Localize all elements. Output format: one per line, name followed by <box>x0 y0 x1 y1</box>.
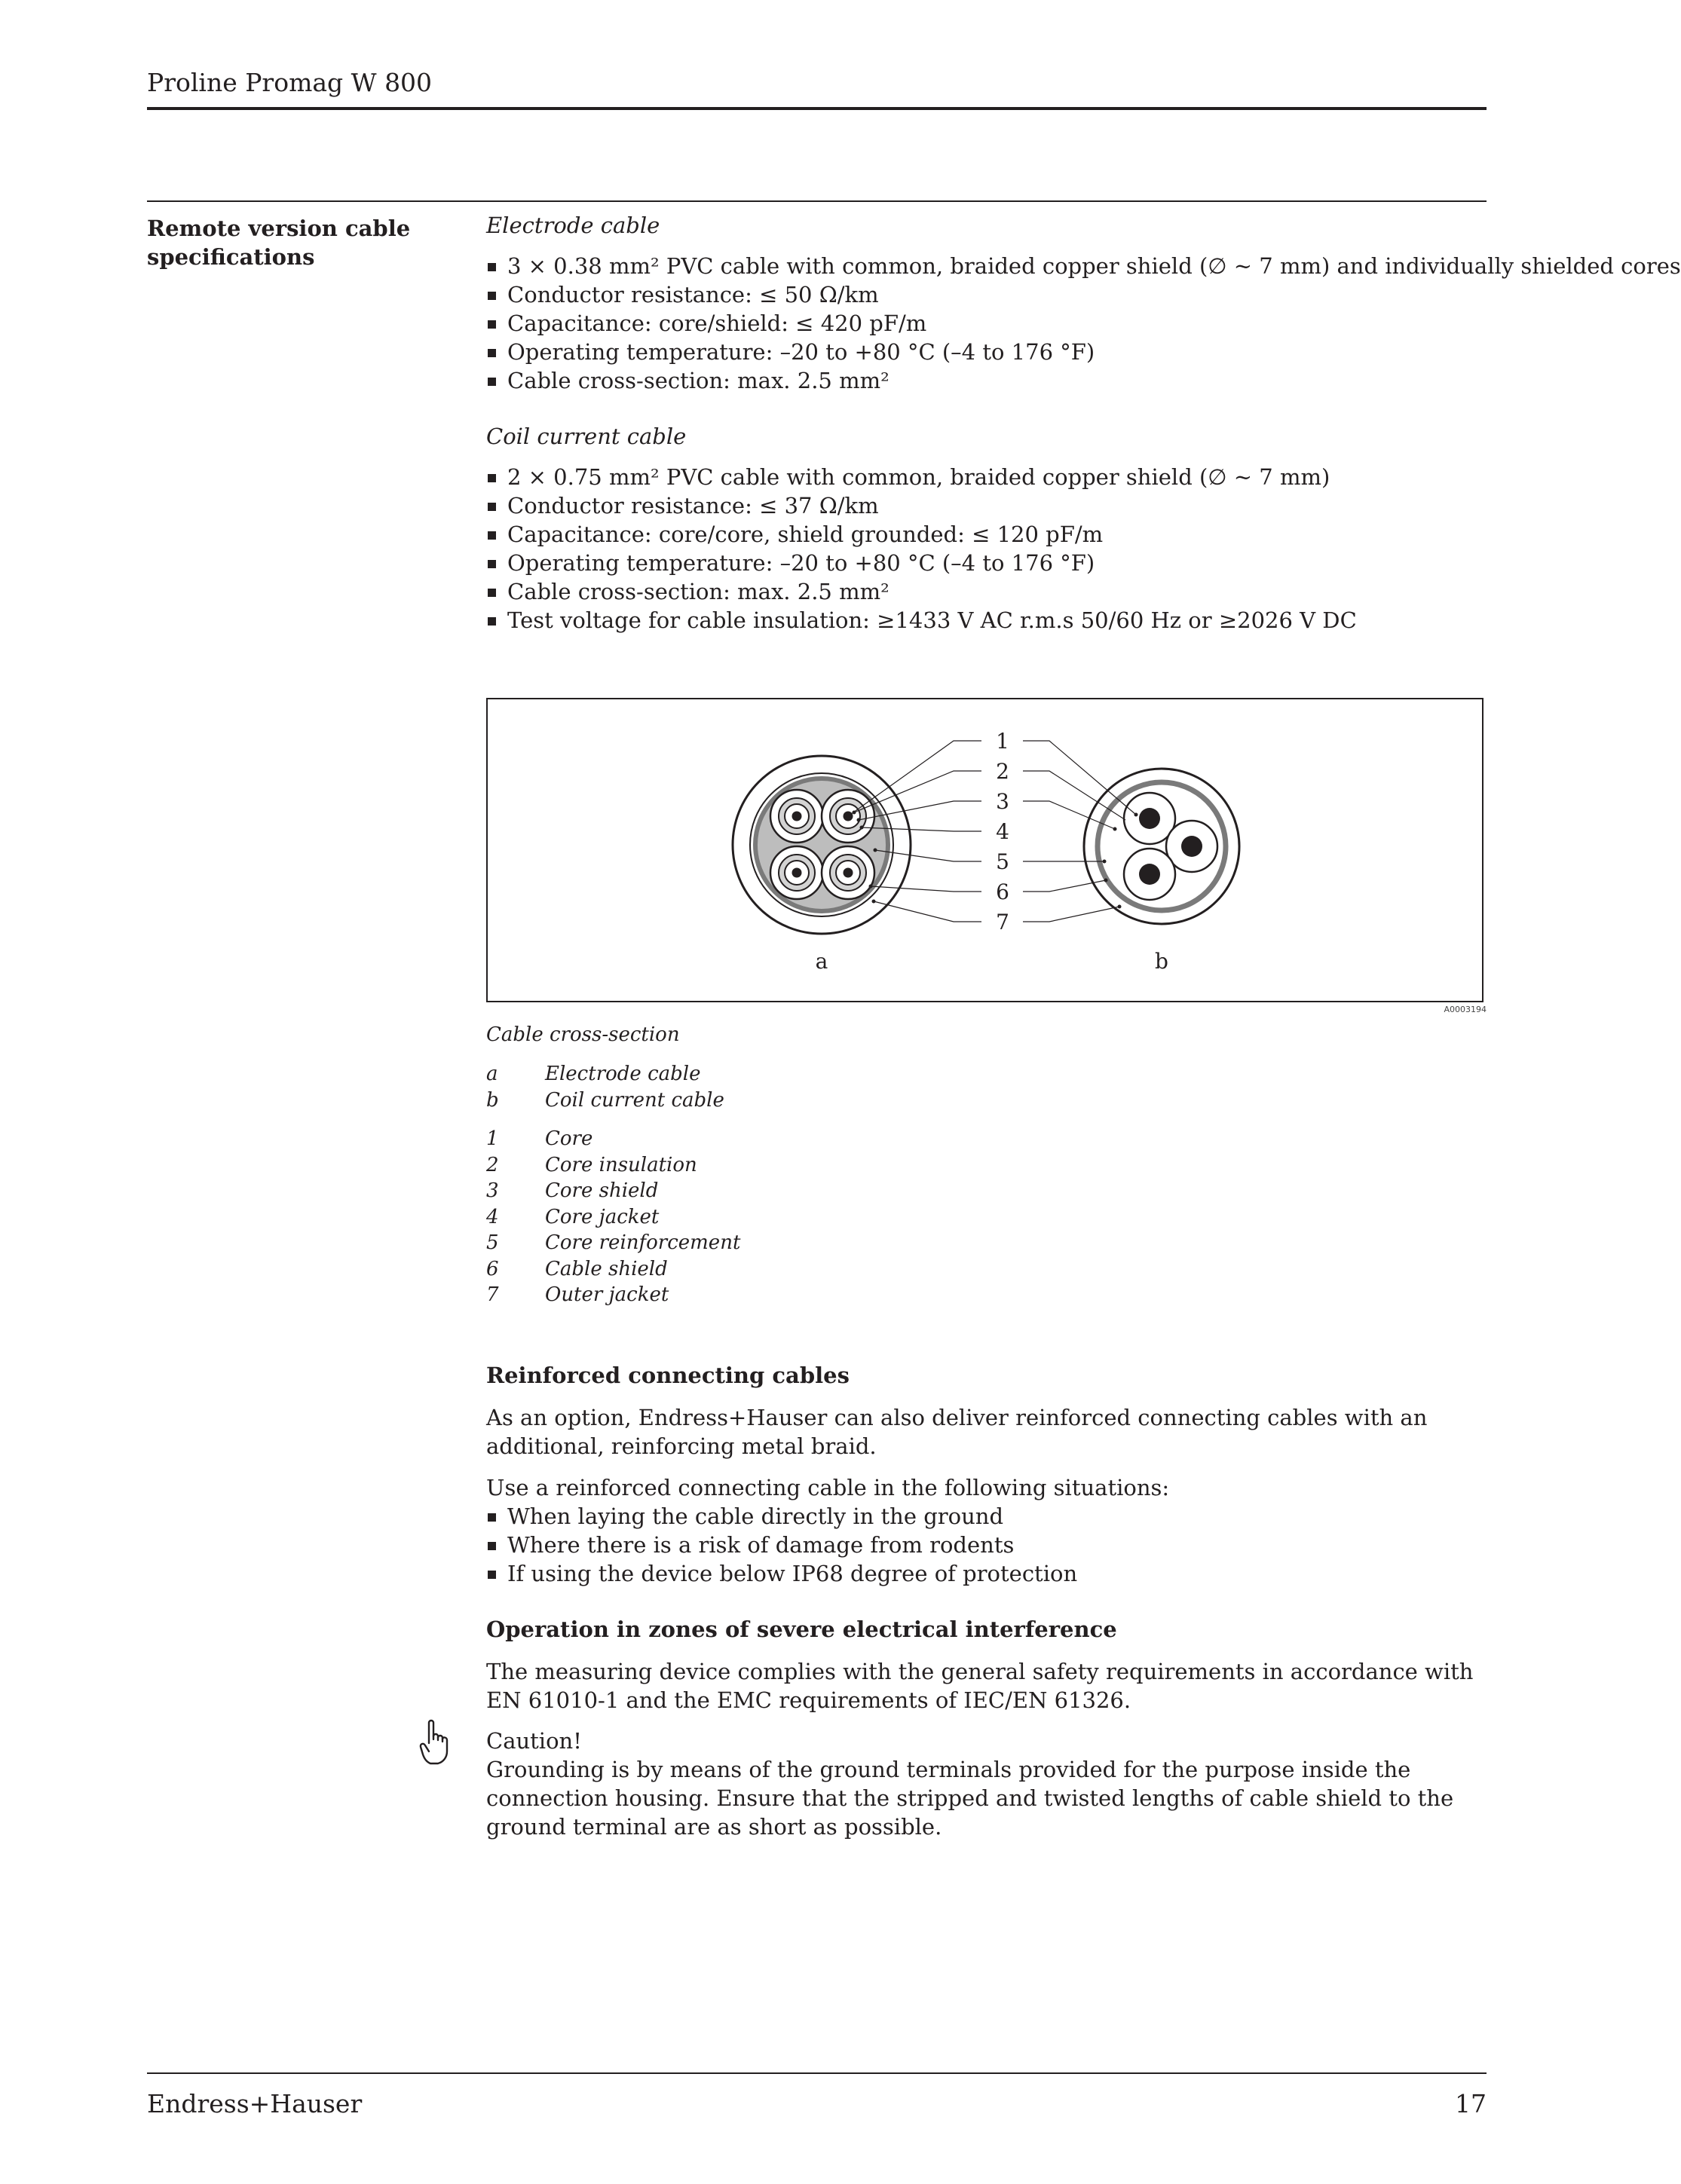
coil-current-cable-drawing <box>1084 769 1239 924</box>
callout-4: 4 <box>996 819 1009 844</box>
figure-legend-letters <box>486 1061 724 1113</box>
legend-text: Cable shield <box>545 1257 668 1280</box>
legend-text: Core insulation <box>545 1153 697 1176</box>
legend-key: 4 <box>486 1205 499 1228</box>
legend-text: Outer jacket <box>545 1283 669 1306</box>
legend-row <box>486 1256 740 1283</box>
figure-code: A0003194 <box>1444 1005 1487 1014</box>
list-item: Conductor resistance: ≤ 50 Ω/km <box>486 280 1489 309</box>
caution-text: Grounding is by means of the ground terminals provided for the purpose inside the connection housing. Ensure that the stripped and twisted lengths of cable shield to the ground terminal are as short as possible. <box>486 1757 1454 1840</box>
reinforced-cables-list <box>486 1502 1489 1588</box>
list-item: Operating temperature: –20 to +80 °C (–4 to 176 °F) <box>486 338 1489 366</box>
callout-1: 1 <box>996 729 1009 754</box>
list-item: 3 × 0.38 mm² PVC cable with common, braided copper shield (∅ ~ 7 mm) and individually shielded cores <box>486 252 1489 280</box>
cable-specifications <box>486 211 1681 635</box>
section-rule <box>147 200 1487 202</box>
legend-text: Core jacket <box>545 1205 660 1228</box>
legend-row <box>486 1152 740 1179</box>
list-item: Test voltage for cable insulation: ≥1433 V AC r.m.s 50/60 Hz or ≥2026 V DC <box>486 606 1489 635</box>
list-item: If using the device below IP68 degree of protection <box>486 1559 1489 1588</box>
callout-6: 6 <box>996 879 1009 904</box>
legend-text: Core <box>545 1127 593 1150</box>
callout-7: 7 <box>996 910 1009 934</box>
list-item: 2 × 0.75 mm² PVC cable with common, braided copper shield (∅ ~ 7 mm) <box>486 463 1489 491</box>
legend-key: b <box>486 1088 499 1112</box>
coil-cable-title: Coil current cable <box>486 424 687 449</box>
legend-key: 7 <box>486 1283 499 1306</box>
header-rule <box>147 107 1487 110</box>
legend-row <box>486 1204 740 1231</box>
list-item: Conductor resistance: ≤ 37 Ω/km <box>486 491 1489 520</box>
legend-key: 3 <box>486 1179 499 1202</box>
legend-row <box>486 1061 724 1087</box>
legend-row <box>486 1230 740 1256</box>
callout-3: 3 <box>996 789 1009 814</box>
legend-text: Coil current cable <box>545 1088 724 1112</box>
legend-key: 2 <box>486 1153 499 1176</box>
list-item: Capacitance: core/shield: ≤ 420 pF/m <box>486 309 1489 338</box>
figure-legend-numbers <box>486 1126 740 1308</box>
footer-brand: Endress+Hauser <box>147 2089 363 2118</box>
cable-cross-section-diagram <box>488 699 1482 1001</box>
legend-key: a <box>486 1063 498 1085</box>
figure-caption: Cable cross-section <box>486 1023 680 1046</box>
legend-text: Core reinforcement <box>545 1231 741 1254</box>
list-item: Where there is a risk of damage from rodents <box>486 1531 1489 1559</box>
cable-cross-section-figure <box>486 698 1484 1002</box>
list-item: Capacitance: core/core, shield grounded: ≤ 120 pF/m <box>486 520 1489 549</box>
footer-rule <box>147 2072 1487 2074</box>
caution-hand-icon <box>418 1718 449 1770</box>
legend-key: 1 <box>486 1127 499 1150</box>
legend-key: 6 <box>486 1257 499 1280</box>
interference-heading: Operation in zones of severe electrical interference <box>486 1617 1117 1642</box>
electrode-cable-title: Electrode cable <box>486 213 660 238</box>
callout-2: 2 <box>996 759 1009 784</box>
electrode-cable-list <box>486 252 1681 395</box>
callout-5: 5 <box>996 849 1009 874</box>
reinforced-cables-heading: Reinforced connecting cables <box>486 1363 850 1388</box>
coil-cable-list <box>486 463 1489 635</box>
list-item: Cable cross-section: max. 2.5 mm² <box>486 366 1489 395</box>
callout-numbers <box>996 729 1009 934</box>
legend-row <box>486 1178 740 1204</box>
section-side-heading: Remote version cable specifications <box>147 216 411 270</box>
legend-text: Core shield <box>545 1179 659 1202</box>
page-number: 17 <box>1455 2089 1487 2118</box>
legend-row <box>486 1282 740 1308</box>
caution-title: Caution! <box>486 1728 582 1754</box>
document-title: Proline Promag W 800 <box>147 68 433 97</box>
list-item: Operating temperature: –20 to +80 °C (–4 to 176 °F) <box>486 549 1489 577</box>
figure-label-b: b <box>1155 949 1168 974</box>
electrode-cable-drawing <box>733 756 911 934</box>
legend-row <box>486 1087 724 1114</box>
figure-label-a: a <box>815 949 828 974</box>
reinforced-cables-intro: Use a reinforced connecting cable in the following situations: <box>486 1475 1170 1500</box>
legend-row <box>486 1126 740 1152</box>
interference-paragraph: The measuring device complies with the general safety requirements in accordance with EN 61010-1 and the EMC requirements of IEC/EN 61326. <box>486 1659 1474 1713</box>
reinforced-cables-paragraph: As an option, Endress+Hauser can also deliver reinforced connecting cables with an additional, reinforcing metal braid. <box>486 1405 1428 1459</box>
legend-text: Electrode cable <box>545 1063 701 1085</box>
list-item: Cable cross-section: max. 2.5 mm² <box>486 577 1489 606</box>
list-item: When laying the cable directly in the ground <box>486 1502 1489 1531</box>
legend-key: 5 <box>486 1231 499 1254</box>
